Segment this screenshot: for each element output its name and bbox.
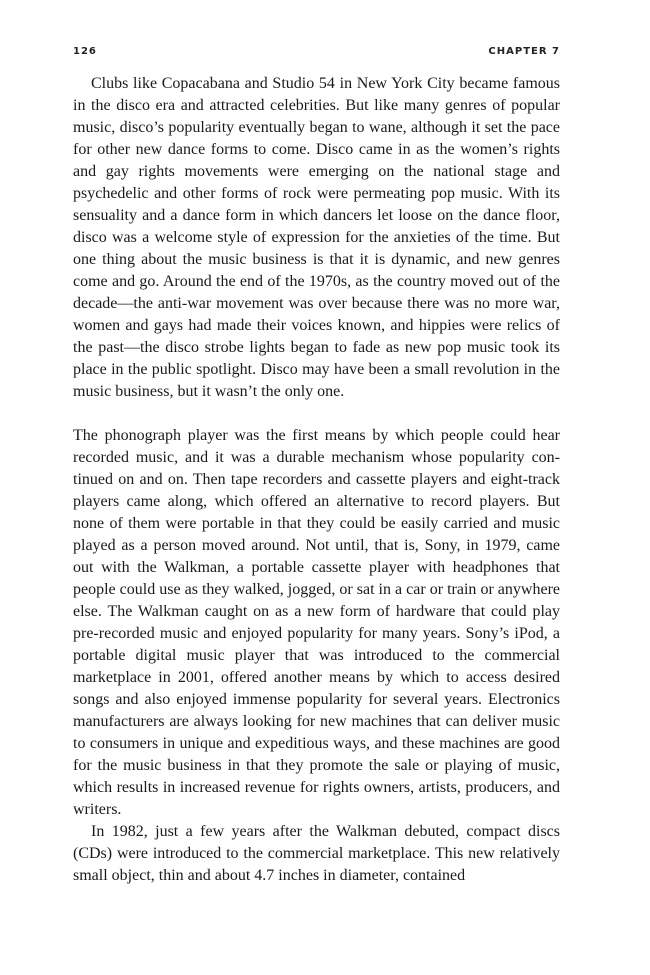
running-head: [73, 46, 560, 62]
body-text: [73, 73, 560, 887]
paragraph-disco-era: Clubs like Copacabana and Studio 54 in New York City became famous in the disco era and attracted celebrities. But like many genres of popular music, disco’s popularity eventually began to wane, although it set the pace for other new dance forms to come. Disco came in as the women’s rights and gay rights movements were emerging on the national stage and psychedelic and other forms of rock were permeating pop music. With its sensuality and a dance form in which dancers let loose on the dance floor, disco was a welcome style of expression for the anxieties of the time. But one thing about the music business is that it is dynamic, and new genres come and go. Around the end of the 1970s, as the country moved out of the decade—the anti-war movement was over because there was no more war, women and gays had made their voices known, and hippies were relics of the past—the disco strobe lights began to fade as new pop music took its place in the public spotlight. Disco may have been a small revolution in the music business, but it wasn’t the only one.: [73, 75, 560, 400]
paragraph-compact-discs: In 1982, just a few years after the Walkman debuted, compact discs (CDs) were introduced to the commercial marketplace. This new relatively small object, thin and about 4.7 inches in diameter, contained: [73, 823, 560, 884]
paragraph-portable-players: The phonograph player was the first means by which people could hear recorded music, and it was a durable mechanism whose popularity continued on and on. Then tape recorders and cassette players and eight-track players came along, which offered an alternative to record players. But none of them were portable in that they could be easily carried and music played as a person moved around. Not until, that is, Sony, in 1979, came out with the Walkman, a portable cassette player with headphones that people could use as they walked, jogged, or sat in a car or train or anywhere else. The Walkman caught on as a new form of hardware that could play pre-recorded music and enjoyed popularity for many years. Sony’s iPod, a portable digital music player that was introduced to the commercial marketplace in 2001, offered another means by which to access desired songs and also enjoyed immense popularity for several years. Electronics manufacturers are always looking for new machines that can deliver music to consumers in unique and expeditious ways, and these machines are good for the music business in that they promote the sale or playing of music, which results in increased revenue for rights owners, artists, producers, and writers.: [73, 427, 560, 818]
chapter-label: CHAPTER 7: [488, 46, 560, 57]
page-number: 126: [73, 46, 97, 57]
